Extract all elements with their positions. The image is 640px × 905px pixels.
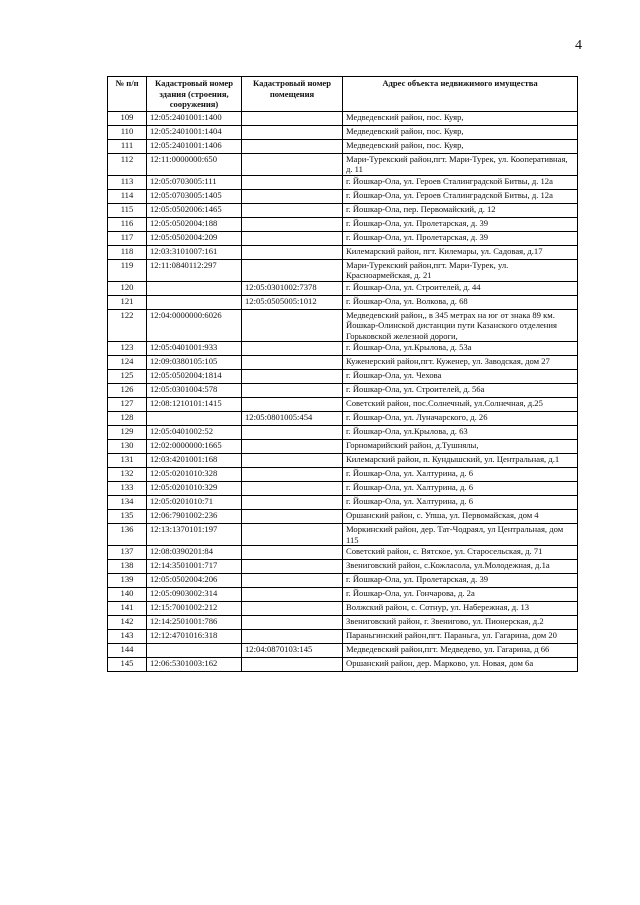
row-number: 112	[108, 153, 147, 175]
room-cadastral-number	[242, 546, 343, 560]
property-address: г. Йошкар-Ола, ул. Волкова, д. 68	[343, 295, 578, 309]
property-address: Медведевский район, пос. Куяр,	[343, 139, 578, 153]
building-cadastral-number: 12:08:0390201:84	[147, 546, 242, 560]
table-row	[108, 384, 578, 398]
room-cadastral-number	[242, 496, 343, 510]
building-cadastral-number: 12:05:2401001:1406	[147, 139, 242, 153]
row-number: 134	[108, 496, 147, 510]
room-cadastral-number	[242, 309, 343, 342]
room-cadastral-number	[242, 398, 343, 412]
building-cadastral-number: 12:13:1370101:197	[147, 524, 242, 546]
table-row	[108, 153, 578, 175]
row-number: 144	[108, 644, 147, 658]
table-row	[108, 189, 578, 203]
property-address: г. Йошкар-Ола, ул. Халтурина, д. 6	[343, 496, 578, 510]
header-number: № п/п	[108, 77, 147, 112]
row-number: 110	[108, 125, 147, 139]
table-row	[108, 658, 578, 672]
property-address: Медведевский район, пос. Куяр,	[343, 111, 578, 125]
property-address: Советский район, с. Вятское, ул. Старосельская, д. 71	[343, 546, 578, 560]
property-address: г. Йошкар-Ола, ул. Пролетарская, д. 39	[343, 574, 578, 588]
row-number: 141	[108, 602, 147, 616]
room-cadastral-number	[242, 510, 343, 524]
property-address: г. Йошкар-Ола, ул. Пролетарская, д. 39	[343, 231, 578, 245]
row-number: 116	[108, 217, 147, 231]
row-number: 111	[108, 139, 147, 153]
row-number: 132	[108, 468, 147, 482]
header-address: Адрес объекта недвижимого имущества	[343, 77, 578, 112]
building-cadastral-number: 12:03:3101007:161	[147, 245, 242, 259]
table-row	[108, 398, 578, 412]
room-cadastral-number: 12:05:0505005:1012	[242, 295, 343, 309]
room-cadastral-number	[242, 426, 343, 440]
room-cadastral-number	[242, 217, 343, 231]
table-row	[108, 412, 578, 426]
page-number: 4	[575, 38, 582, 53]
room-cadastral-number	[242, 384, 343, 398]
building-cadastral-number: 12:05:0502004:206	[147, 574, 242, 588]
row-number: 123	[108, 342, 147, 356]
building-cadastral-number: 12:11:0000000:650	[147, 153, 242, 175]
row-number: 120	[108, 281, 147, 295]
table-row	[108, 356, 578, 370]
building-cadastral-number: 12:05:0502004:1814	[147, 370, 242, 384]
table-row	[108, 111, 578, 125]
table-row	[108, 630, 578, 644]
building-cadastral-number: 12:14:3501001:717	[147, 560, 242, 574]
building-cadastral-number: 12:05:2401001:1404	[147, 125, 242, 139]
building-cadastral-number: 12:14:2501001:786	[147, 616, 242, 630]
room-cadastral-number	[242, 139, 343, 153]
property-address: Звениговский район, г. Звенигово, ул. Пионерская, д.2	[343, 616, 578, 630]
row-number: 142	[108, 616, 147, 630]
room-cadastral-number	[242, 524, 343, 546]
room-cadastral-number	[242, 203, 343, 217]
property-address: г. Йошкар-Ола, ул. Строителей, д. 56а	[343, 384, 578, 398]
building-cadastral-number	[147, 281, 242, 295]
table-row	[108, 139, 578, 153]
property-address: Волжский район, с. Сотнур, ул. Набережная, д. 13	[343, 602, 578, 616]
table-row	[108, 496, 578, 510]
table-row	[108, 440, 578, 454]
property-address: Советский район, пос.Солнечный, ул.Солнечная, д.25	[343, 398, 578, 412]
property-address: г. Йошкар-Ола, ул.Крылова, д. 63	[343, 426, 578, 440]
property-address: Медведевский район,пгт. Медведево, ул. Гагарина, д 66	[343, 644, 578, 658]
row-number: 143	[108, 630, 147, 644]
room-cadastral-number	[242, 153, 343, 175]
room-cadastral-number	[242, 125, 343, 139]
row-number: 127	[108, 398, 147, 412]
room-cadastral-number	[242, 560, 343, 574]
row-number: 128	[108, 412, 147, 426]
room-cadastral-number	[242, 245, 343, 259]
table-row	[108, 574, 578, 588]
table-row	[108, 616, 578, 630]
row-number: 131	[108, 454, 147, 468]
property-address: Параньгинский район,пгт. Параньга, ул. Гагарина, дом 20	[343, 630, 578, 644]
row-number: 126	[108, 384, 147, 398]
table-row	[108, 454, 578, 468]
row-number: 145	[108, 658, 147, 672]
building-cadastral-number: 12:06:5301003:162	[147, 658, 242, 672]
table-row	[108, 175, 578, 189]
table-row	[108, 602, 578, 616]
building-cadastral-number: 12:05:0401002:52	[147, 426, 242, 440]
building-cadastral-number: 12:04:0000000:6026	[147, 309, 242, 342]
room-cadastral-number	[242, 189, 343, 203]
building-cadastral-number: 12:02:0000000:1665	[147, 440, 242, 454]
table-row	[108, 125, 578, 139]
header-building-cadastral: Кадастровый номер здания (строения, сооружения)	[147, 77, 242, 112]
building-cadastral-number: 12:08:1210101:1415	[147, 398, 242, 412]
property-address: г. Йошкар-Ола, пер. Первомайский, д. 12	[343, 203, 578, 217]
building-cadastral-number: 12:05:0401001:933	[147, 342, 242, 356]
room-cadastral-number	[242, 482, 343, 496]
property-address: г. Йошкар-Ола, ул. Героев Сталинградской Битвы, д. 12а	[343, 175, 578, 189]
room-cadastral-number	[242, 616, 343, 630]
building-cadastral-number: 12:05:0201010:71	[147, 496, 242, 510]
building-cadastral-number: 12:05:0903002:314	[147, 588, 242, 602]
row-number: 119	[108, 259, 147, 281]
room-cadastral-number	[242, 342, 343, 356]
room-cadastral-number	[242, 111, 343, 125]
building-cadastral-number: 12:05:0502004:188	[147, 217, 242, 231]
table-row	[108, 217, 578, 231]
header-room-cadastral: Кадастровый номер помещения	[242, 77, 343, 112]
table-row	[108, 644, 578, 658]
building-cadastral-number: 12:05:0502006:1465	[147, 203, 242, 217]
table-row	[108, 281, 578, 295]
building-cadastral-number	[147, 644, 242, 658]
property-address: Медведевский район, пос. Куяр,	[343, 125, 578, 139]
table-row	[108, 510, 578, 524]
row-number: 129	[108, 426, 147, 440]
row-number: 122	[108, 309, 147, 342]
property-address: Куженерский район,пгт. Куженер, ул. Заводская, дом 27	[343, 356, 578, 370]
table-row	[108, 309, 578, 342]
room-cadastral-number	[242, 574, 343, 588]
building-cadastral-number: 12:03:4201001:168	[147, 454, 242, 468]
row-number: 117	[108, 231, 147, 245]
property-address: Оршанский район, дер. Марково, ул. Новая, дом 6а	[343, 658, 578, 672]
building-cadastral-number: 12:05:0703005:111	[147, 175, 242, 189]
table-row	[108, 231, 578, 245]
room-cadastral-number	[242, 588, 343, 602]
table-row	[108, 259, 578, 281]
property-address: Медведевский район,, в 345 метрах на юг от знака 89 км. Йошкар-Олинской дистанции пути Казанского отделения Горьковской железной дороги,	[343, 309, 578, 342]
row-number: 125	[108, 370, 147, 384]
building-cadastral-number: 12:05:2401001:1400	[147, 111, 242, 125]
room-cadastral-number	[242, 468, 343, 482]
table-row	[108, 546, 578, 560]
room-cadastral-number	[242, 175, 343, 189]
property-address: г. Йошкар-Ола, ул. Чехова	[343, 370, 578, 384]
building-cadastral-number: 12:09:0380105:105	[147, 356, 242, 370]
row-number: 138	[108, 560, 147, 574]
table-row	[108, 370, 578, 384]
row-number: 133	[108, 482, 147, 496]
property-address: г. Йошкар-Ола, ул. Строителей, д. 44	[343, 281, 578, 295]
table-row	[108, 203, 578, 217]
cadastral-table	[107, 76, 578, 672]
property-address: Килемарский район, п. Кундышский, ул. Центральная, д.1	[343, 454, 578, 468]
room-cadastral-number	[242, 356, 343, 370]
table-header	[108, 77, 578, 112]
table-row	[108, 295, 578, 309]
property-address: Мари-Турекский район,пгт. Мари-Турек, ул. Кооперативная, д. 11	[343, 153, 578, 175]
room-cadastral-number: 12:05:0301002:7378	[242, 281, 343, 295]
building-cadastral-number	[147, 412, 242, 426]
property-address: Звениговский район, с.Кожласола, ул.Молодежная, д.1а	[343, 560, 578, 574]
row-number: 124	[108, 356, 147, 370]
row-number: 140	[108, 588, 147, 602]
table-row	[108, 588, 578, 602]
room-cadastral-number	[242, 259, 343, 281]
row-number: 136	[108, 524, 147, 546]
row-number: 114	[108, 189, 147, 203]
table-row	[108, 245, 578, 259]
property-address: г. Йошкар-Ола, ул. Халтурина, д. 6	[343, 468, 578, 482]
property-address: г. Йошкар-Ола, ул. Пролетарская, д. 39	[343, 217, 578, 231]
table-row	[108, 560, 578, 574]
row-number: 113	[108, 175, 147, 189]
table-row	[108, 342, 578, 356]
row-number: 137	[108, 546, 147, 560]
property-address: г. Йошкар-Ола, ул.Крылова, д. 53а	[343, 342, 578, 356]
property-address: Мари-Турекский район,пгт. Мари-Турек, ул. Красноармейская, д. 21	[343, 259, 578, 281]
row-number: 135	[108, 510, 147, 524]
property-address: г. Йошкар-Ола, ул. Героев Сталинградской Битвы, д. 12а	[343, 189, 578, 203]
table-row	[108, 482, 578, 496]
room-cadastral-number	[242, 658, 343, 672]
building-cadastral-number: 12:05:0301004:578	[147, 384, 242, 398]
property-address: Оршанский район, с. Упша, ул. Первомайская, дом 4	[343, 510, 578, 524]
building-cadastral-number	[147, 295, 242, 309]
building-cadastral-number: 12:11:0840112:297	[147, 259, 242, 281]
room-cadastral-number	[242, 602, 343, 616]
room-cadastral-number: 12:04:0870103:145	[242, 644, 343, 658]
property-address: Килемарский район, пгт. Килемары, ул. Садовая, д.17	[343, 245, 578, 259]
table-row	[108, 468, 578, 482]
property-address: Моркинский район, дер. Тат-Чодраял, ул Центральная, дом 115	[343, 524, 578, 546]
room-cadastral-number	[242, 440, 343, 454]
room-cadastral-number	[242, 630, 343, 644]
row-number: 121	[108, 295, 147, 309]
row-number: 109	[108, 111, 147, 125]
property-address: г. Йошкар-Ола, ул. Гончарова, д. 2а	[343, 588, 578, 602]
building-cadastral-number: 12:05:0703005:1405	[147, 189, 242, 203]
property-address: Горномарийский район, д.Тушнялы,	[343, 440, 578, 454]
room-cadastral-number	[242, 231, 343, 245]
room-cadastral-number	[242, 454, 343, 468]
table-body	[108, 111, 578, 672]
row-number: 139	[108, 574, 147, 588]
row-number: 118	[108, 245, 147, 259]
building-cadastral-number: 12:05:0502004:209	[147, 231, 242, 245]
table-row	[108, 524, 578, 546]
building-cadastral-number: 12:05:0201010:329	[147, 482, 242, 496]
row-number: 115	[108, 203, 147, 217]
building-cadastral-number: 12:05:0201010:328	[147, 468, 242, 482]
building-cadastral-number: 12:06:7901002:236	[147, 510, 242, 524]
building-cadastral-number: 12:12:4701016:318	[147, 630, 242, 644]
room-cadastral-number: 12:05:0801005:454	[242, 412, 343, 426]
building-cadastral-number: 12:15:7001002:212	[147, 602, 242, 616]
property-address: г. Йошкар-Ола, ул. Халтурина, д. 6	[343, 482, 578, 496]
property-address: г. Йошкар-Ола, ул. Луначарского, д. 26	[343, 412, 578, 426]
table-row	[108, 426, 578, 440]
room-cadastral-number	[242, 370, 343, 384]
row-number: 130	[108, 440, 147, 454]
